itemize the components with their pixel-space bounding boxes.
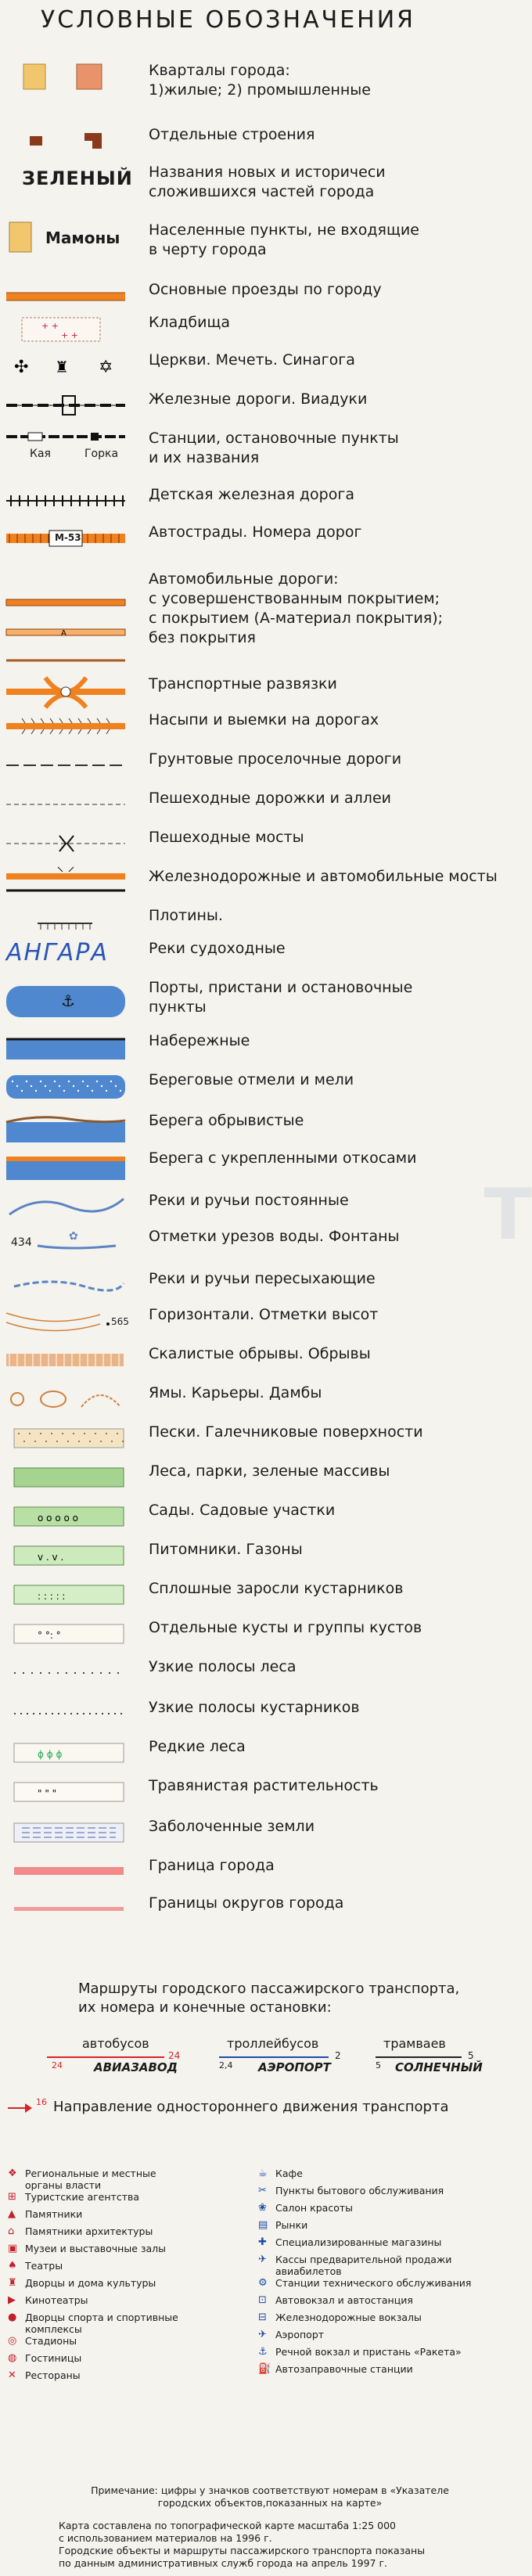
- svg-text:♜: ♜: [55, 358, 69, 376]
- legend-sample-text: 565: [111, 1316, 129, 1327]
- legend-symbol: [6, 675, 131, 714]
- beauty-icon: ❀: [258, 2202, 267, 2214]
- legend-symbol: [6, 978, 131, 1022]
- legend-label: Редкие леса: [149, 1738, 246, 1755]
- legend-symbol: [6, 1579, 131, 1614]
- note-1: Примечание: цифры у значков соответствуют номерам в «Указателе городских объектов,показанных на карте»: [91, 2484, 449, 2509]
- legend-label: Узкие полосы леса: [149, 1658, 297, 1675]
- transport-section: [0, 1980, 509, 2136]
- legend-label: Травянистая растительность: [149, 1777, 379, 1794]
- svg-text:✣: ✣: [14, 358, 29, 377]
- icon-legend-label: Памятники: [25, 2208, 83, 2220]
- legend-symbol: [6, 1227, 131, 1261]
- legend-label: Реки и ручьи пересыхающие: [149, 1270, 376, 1287]
- legend-symbol: [6, 1423, 131, 1457]
- legend-label: Кварталы города: 1)жилые; 2) промышленные: [149, 62, 371, 99]
- bus-station-icon: ⊡: [258, 2294, 267, 2306]
- legend-sample-text: Горка: [84, 448, 119, 460]
- legend-symbol: [6, 867, 131, 901]
- legend-symbol: [6, 789, 131, 823]
- icon-legend-label: Гостиницы: [25, 2352, 82, 2364]
- icon-legend-label: Туристские агентства: [25, 2191, 140, 2203]
- legend-label: Грунтовые проселочные дороги: [149, 750, 402, 768]
- legend-symbol: [6, 1149, 131, 1185]
- legend-sample-text: М-53: [55, 532, 81, 543]
- legend-label: Скалистые обрывы. Обрывы: [149, 1345, 371, 1362]
- legend-symbol: [6, 1344, 131, 1379]
- tourist-icon: ⊞: [8, 2191, 16, 2203]
- fuel-icon: ⛽: [258, 2363, 271, 2375]
- legend-label: Церкви. Мечеть. Синагога: [149, 351, 355, 369]
- legend-label: Насыпи и выемки на дорогах: [149, 711, 379, 729]
- legend-symbol: [6, 1894, 131, 1928]
- legend-symbol: [6, 711, 131, 745]
- legend-symbol: [6, 1737, 131, 1772]
- icon-legend-label: Театры: [25, 2260, 63, 2272]
- legend-label: Отдельные строения: [149, 126, 315, 143]
- svg-text:° °: °: ° °: °: [38, 1630, 61, 1641]
- legend-label: Набережные: [149, 1032, 250, 1049]
- icon-legend-label: Стадионы: [25, 2335, 77, 2347]
- legend-symbol: [6, 1462, 131, 1496]
- svg-text:⚓: ⚓: [61, 991, 75, 1010]
- legend-title: УСЛОВНЫЕ ОБОЗНАЧЕНИЯ: [41, 6, 415, 34]
- trolley-route: троллейбусов 2,4 2 АЭРОПОРТ: [219, 2036, 341, 2074]
- legend-symbol: [6, 1383, 131, 1418]
- legend-label: Станции, остановочные пункты и их названия: [149, 430, 399, 466]
- legend-symbol: [6, 1111, 131, 1147]
- watermark: Т: [483, 1174, 532, 1256]
- icon-legend-label: Кафе: [275, 2168, 303, 2179]
- legend-label: Заболоченные земли: [149, 1818, 315, 1835]
- legend-sample-text: ЗЕЛЕНЫЙ: [22, 167, 133, 189]
- legend-label: Пешеходные дорожки и аллеи: [149, 790, 391, 807]
- legend-label: Горизонтали. Отметки высот: [149, 1306, 379, 1323]
- legend-symbol: [6, 163, 131, 189]
- icon-legend-label: Рестораны: [25, 2369, 81, 2381]
- legend-label: Автострады. Номера дорог: [149, 523, 362, 541]
- legend-label: Населенные пункты, не входящие в черту города: [149, 221, 419, 258]
- oneway-row: 16 Направление одностороннего движения транспорта: [0, 2097, 509, 2121]
- legend-sample-text: 434: [11, 1236, 32, 1249]
- river-station-icon: ⚓: [258, 2346, 268, 2358]
- car-service-icon: ⚙: [258, 2277, 268, 2289]
- svg-text:ϕ ϕ ϕ: ϕ ϕ ϕ: [38, 1749, 63, 1760]
- icon-legend-label: Автозаправочные станции: [275, 2363, 413, 2375]
- legend-label: Граница города: [149, 1857, 275, 1874]
- svg-text:✡: ✡: [99, 358, 113, 377]
- legend-label: Пески. Галечниковые поверхности: [149, 1423, 423, 1441]
- legend-label: Границы округов города: [149, 1894, 344, 1912]
- legend-symbol: [6, 1305, 131, 1343]
- legend-symbol: [6, 1191, 131, 1225]
- architecture-icon: ⌂: [8, 2225, 15, 2237]
- ticket-icon: ✈: [258, 2254, 267, 2265]
- legend-symbol: [6, 828, 131, 862]
- svg-text:+ +: + +: [41, 321, 59, 331]
- legend-label: Реки и ручьи постоянные: [149, 1192, 349, 1209]
- legend-label: Пешеходные мосты: [149, 829, 304, 846]
- svg-text:: : : : :: : : : : :: [38, 1591, 66, 1602]
- icon-legend-label: Региональные и местные органы власти: [25, 2168, 156, 2191]
- legend-symbol: [6, 1817, 131, 1851]
- legend-symbol: [6, 1501, 131, 1535]
- legend-label: Отметки урезов воды. Фонтаны: [149, 1228, 400, 1245]
- icon-legend-label: Пункты бытового обслуживания: [275, 2185, 444, 2196]
- legend-symbol: [6, 125, 131, 160]
- legend-label: Плотины.: [149, 907, 223, 924]
- icon-legend-label: Дворцы и дома культуры: [25, 2277, 156, 2289]
- legend-symbol: [6, 1856, 131, 1891]
- legend-symbol: [6, 1031, 131, 1066]
- government-icon: ❖: [8, 2168, 17, 2179]
- legend-label: Основные проезды по городу: [149, 281, 382, 298]
- legend-symbol: [6, 61, 131, 95]
- hotel-icon: ◍: [8, 2352, 17, 2364]
- icon-legend-label: Железнодорожные вокзалы: [275, 2312, 422, 2323]
- svg-text:" " ": " " ": [38, 1788, 57, 1799]
- legend-symbol: [6, 485, 131, 520]
- icon-legend-label: Кинотеатры: [25, 2294, 88, 2306]
- cinema-icon: ▶: [8, 2294, 16, 2306]
- legend-symbol: [6, 906, 131, 941]
- tram-route: трамваев 5 5 СОЛНЕЧНЫЙ: [376, 2036, 483, 2074]
- legend-label: Берега обрывистые: [149, 1112, 304, 1129]
- legend-symbol: [6, 1618, 131, 1653]
- legend-symbol: [6, 1070, 131, 1105]
- monument-icon: ▲: [8, 2208, 16, 2220]
- svg-text:v . v .: v . v .: [38, 1552, 64, 1563]
- icon-legend-label: Специализированные магазины: [275, 2236, 442, 2248]
- legend-label: Узкие полосы кустарников: [149, 1699, 360, 1716]
- svg-text:o o o o o: o o o o o: [38, 1513, 78, 1524]
- icon-legend-label: Музеи и выставочные залы: [25, 2243, 167, 2254]
- legend-label: Береговые отмели и мели: [149, 1071, 354, 1088]
- legend-label: Кладбища: [149, 314, 231, 331]
- legend-label: Сплошные заросли кустарников: [149, 1580, 404, 1597]
- svg-text:✿: ✿: [69, 1230, 78, 1243]
- legend-label: Отдельные кусты и группы кустов: [149, 1619, 422, 1636]
- legend-symbol: [6, 1540, 131, 1574]
- shop-icon: ✚: [258, 2236, 267, 2248]
- airport-icon: ✈: [258, 2329, 267, 2340]
- restaurant-icon: ✕: [8, 2369, 16, 2381]
- legend-label: Ямы. Карьеры. Дамбы: [149, 1384, 322, 1401]
- museum-icon: ▣: [8, 2243, 18, 2254]
- svg-text:A: A: [61, 629, 66, 638]
- icon-legend-label: Памятники архитектуры: [25, 2225, 153, 2237]
- legend-symbol: [6, 523, 131, 557]
- legend-label: Реки судоходные: [149, 940, 286, 957]
- sport-icon: ●: [8, 2312, 17, 2323]
- legend-symbol: [6, 313, 131, 347]
- legend-symbol: [6, 351, 131, 385]
- legend-sample-text: Кая: [30, 448, 51, 460]
- legend-label: Железнодорожные и автомобильные мосты: [149, 868, 498, 885]
- cafe-icon: ☕: [258, 2168, 268, 2179]
- legend-sample-text: АНГАРА: [6, 939, 109, 966]
- icon-legend-label: Автовокзал и автостанция: [275, 2294, 413, 2306]
- legend-label: Сады. Садовые участки: [149, 1502, 336, 1519]
- legend-symbol: [6, 750, 131, 784]
- legend-symbol: [6, 429, 131, 470]
- legend-symbol: [6, 280, 131, 315]
- legend-symbol: [6, 390, 131, 424]
- legend-label: Порты, пристани и остановочные пункты: [149, 979, 413, 1016]
- legend-label: Автомобильные дороги: с усовершенствованным покрытием; с покрытием (А-материал покрытия); без покрытия: [149, 570, 444, 646]
- icon-legend-label: Аэропорт: [275, 2329, 325, 2340]
- legend-label: Транспортные развязки: [149, 675, 337, 693]
- transport-header: Маршруты городского пассажирского транспорта, их номера и конечные остановки:: [78, 1981, 460, 2016]
- note-2: Карта составлена по топографической карте масштаба 1:25 000 с использованием материалов на 1996 г. Городские объекты и маршруты пассажирского транспорта показаны по данным административных служб города на апрель 1997 г.: [59, 2520, 426, 2569]
- legend-symbol: [6, 1657, 131, 1692]
- stadium-icon: ◎: [8, 2335, 17, 2347]
- culture-house-icon: ♜: [8, 2277, 17, 2289]
- rail-station-icon: ⊟: [258, 2312, 267, 2323]
- svg-text:+ +: + +: [61, 330, 78, 340]
- market-icon: ▤: [258, 2219, 268, 2231]
- legend-label: Названия новых и историчеси сложившихся частей города: [149, 164, 386, 200]
- legend-label: Берега с укрепленными откосами: [149, 1149, 417, 1167]
- legend-sample-text: Мамоны: [45, 228, 120, 247]
- icon-legend-label: Дворцы спорта и спортивные комплексы: [25, 2312, 178, 2335]
- theatre-icon: ♠: [8, 2260, 17, 2272]
- legend-symbol: [6, 221, 131, 258]
- icon-legend-label: Рынки: [275, 2219, 308, 2231]
- legend-label: Железные дороги. Виадуки: [149, 390, 368, 408]
- legend-symbol: [6, 1269, 131, 1304]
- icon-legend-label: Речной вокзал и пристань «Ракета»: [275, 2346, 462, 2358]
- legend-label: Леса, парки, зеленые массивы: [149, 1462, 390, 1480]
- legend-label: Детская железная дорога: [149, 486, 354, 503]
- icon-legend-label: Станции технического обслуживания: [275, 2277, 472, 2289]
- legend-label: Питомники. Газоны: [149, 1541, 303, 1558]
- icon-legend-label: Кассы предварительной продажи авиабилетов: [275, 2254, 452, 2277]
- legend-symbol: [6, 1776, 131, 1811]
- icon-legend-label: Салон красоты: [275, 2202, 353, 2214]
- legend-symbol: [6, 1698, 131, 1732]
- legend-symbol: [6, 570, 131, 675]
- bus-route: автобусов 24 24 АВИАЗАВОД: [47, 2036, 180, 2083]
- service-icon: ✂: [258, 2185, 267, 2196]
- legend-symbol: [6, 939, 131, 966]
